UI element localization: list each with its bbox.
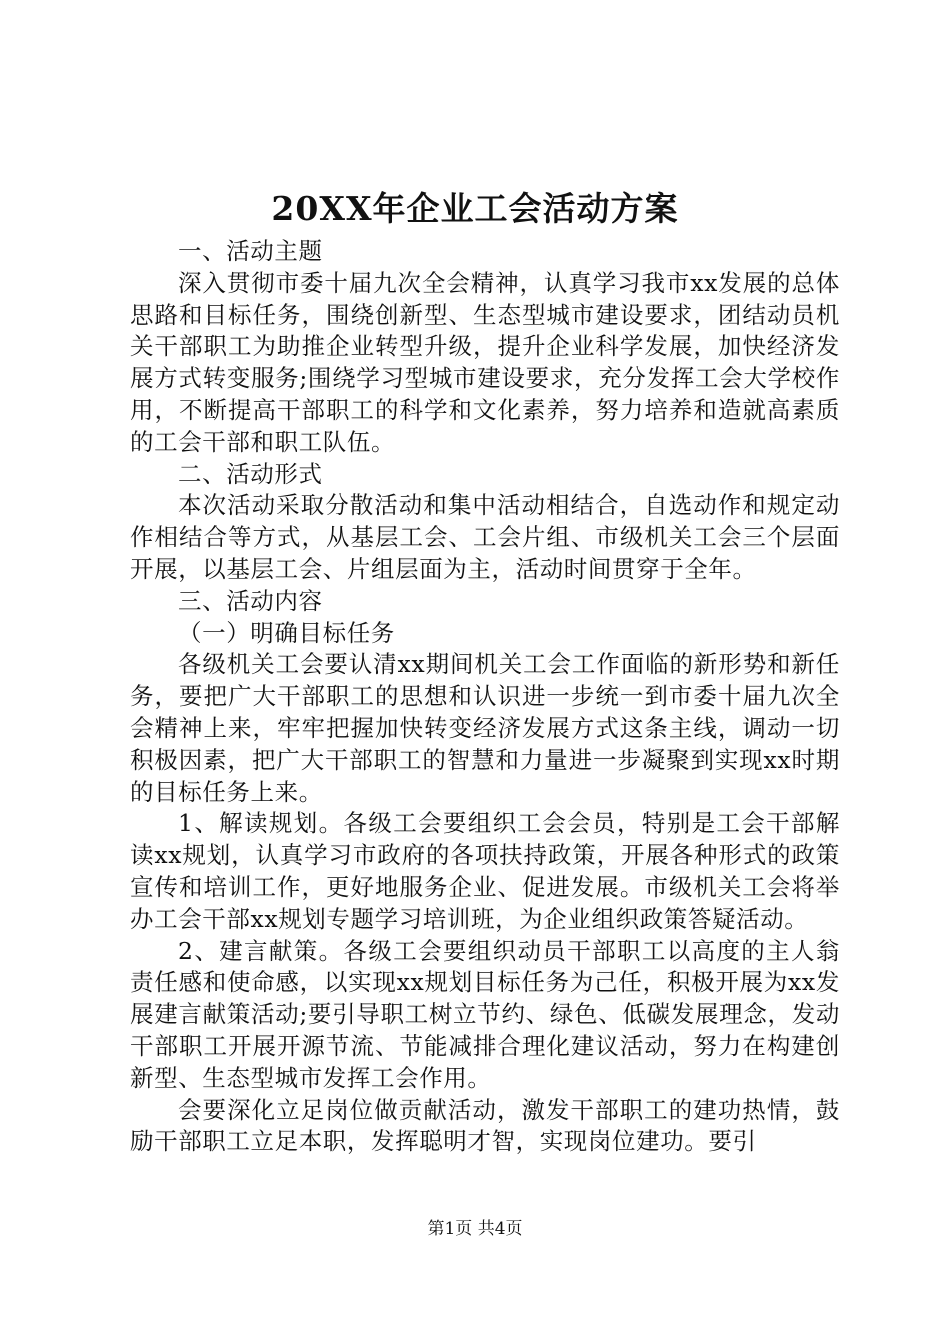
paragraph-theme: 深入贯彻市委十届九次全会精神，认真学习我市xx发展的总体思路和目标任务，围绕创新型、生态型城市建设要求，团结动员机关干部职工为助推企业转型升级，提升企业科学发展，加快经济发展方式转变服务;围绕学习型城市建设要求，充分发挥工会大学校作用，不断提高干部职工的科学和文化素养，努力培养和造就高素质的工会干部和职工队伍。	[130, 268, 840, 456]
section-heading-content: 三、活动内容	[178, 586, 323, 615]
section-heading-format: 二、活动形式	[178, 459, 323, 488]
document-title: 20XX年企业工会活动方案	[271, 189, 679, 228]
document-body	[130, 236, 840, 1158]
paragraph-suggestions: 2、建言献策。各级工会要组织动员干部职工以高度的主人翁责任感和使命感，以实现xx规划目标任务为己任，积极开展为xx发展建言献策活动;要引导职工树立节约、绿色、低碳发展理念，发动干部职工开展开源节流、节能减排合理化建议活动，努力在构建创新型、生态型城市发挥工会作用。	[130, 936, 840, 1092]
section-heading-theme: 一、活动主题	[178, 237, 323, 265]
paragraph-format: 本次活动采取分散活动和集中活动相结合，自选动作和规定动作相结合等方式，从基层工会、工会片组、市级机关工会三个层面开展，以基层工会、片组层面为主，活动时间贯穿于全年。	[130, 491, 840, 583]
paragraph-goals: 各级机关工会要认清xx期间机关工会工作面临的新形势和新任务，要把广大干部职工的思想和认识进一步统一到市委十届九次全会精神上来，牢牢把握加快转变经济发展方式这条主线，调动一切积极因素，把广大干部职工的智慧和力量进一步凝聚到实现xx时期的目标任务上来。	[130, 650, 840, 806]
page-footer: 第1页 共4页	[427, 1219, 523, 1239]
paragraph-contribution: 会要深化立足岗位做贡献活动，激发干部职工的建功热情，鼓励干部职工立足本职，发挥聪明才智，实现岗位建功。要引	[130, 1095, 840, 1156]
subsection-heading-goals: （一）明确目标任务	[178, 618, 395, 647]
paragraph-interpret-plan: 1、解读规划。各级工会要组织工会会员，特别是工会干部解读xx规划，认真学习市政府的各项扶持政策，开展各种形式的政策宣传和培训工作，更好地服务企业、促进发展。市级机关工会将举办工会干部xx规划专题学习培训班，为企业组织政策答疑活动。	[130, 809, 840, 933]
